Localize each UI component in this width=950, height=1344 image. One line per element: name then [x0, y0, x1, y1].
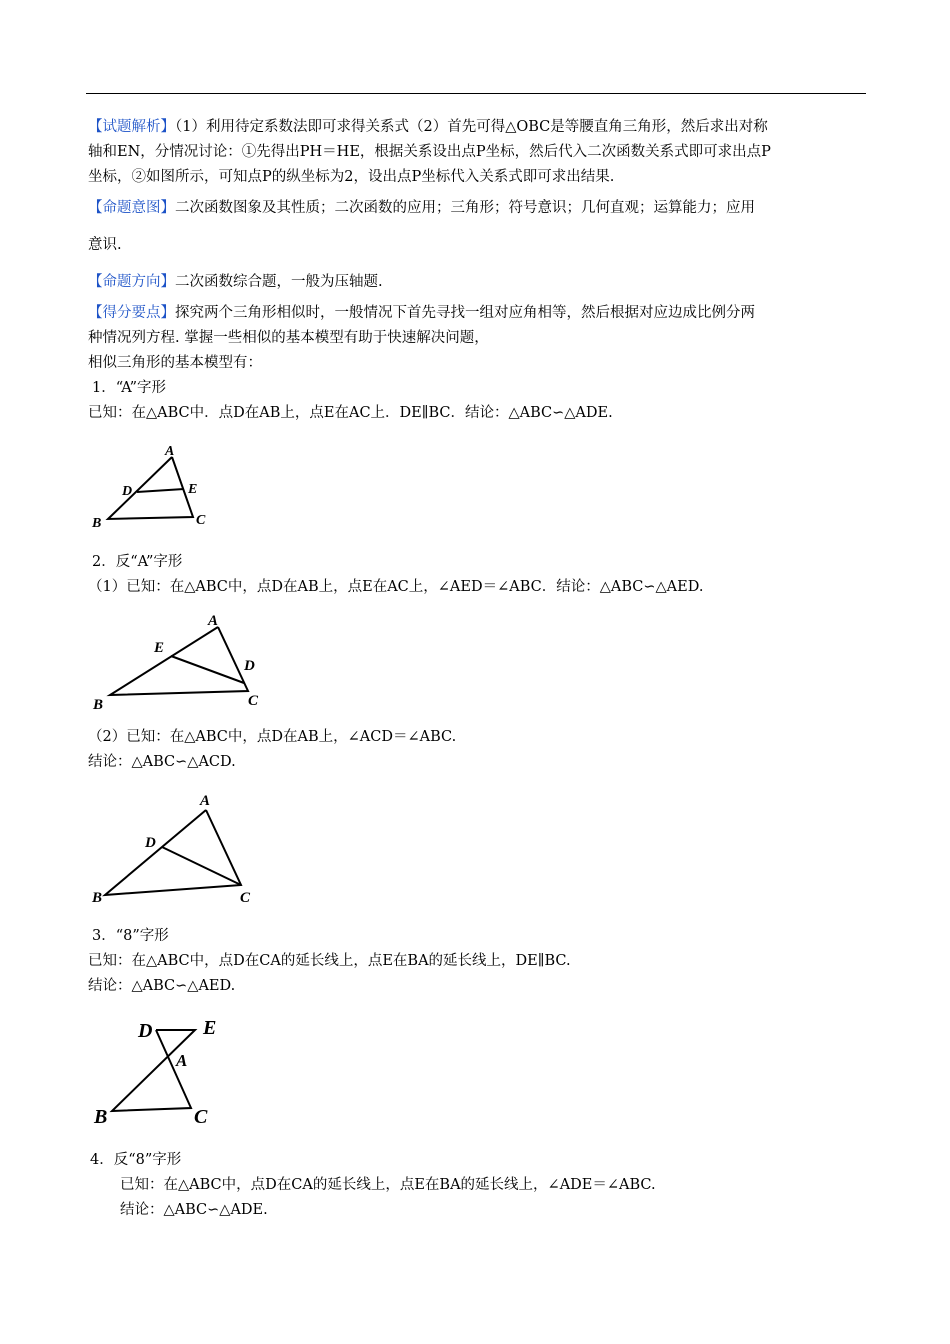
point-label-b: B [94, 1106, 108, 1128]
point-label-c: C [196, 513, 206, 528]
point-label-b: B [93, 697, 104, 713]
keypoints-line-1 [88, 304, 868, 322]
model-2-given-2: （2）已知：在△ABC中，点D在AB上，∠ACD＝∠ABC. [88, 729, 457, 745]
direction-line [88, 273, 868, 291]
intent-text-1: 二次函数图象及其性质；二次函数的应用；三角形；符号意识；几何直观；运算能力；应用 [175, 200, 755, 216]
model-4-title: 4．反“8”字形 [90, 1152, 182, 1168]
model-4-given: 已知：在△ABC中，点D在CA的延长线上，点E在BA的延长线上，∠ADE＝∠ABC. [120, 1177, 656, 1193]
point-label-a: A [208, 613, 219, 629]
intent-tag: 【命题意图】 [88, 200, 175, 216]
point-label-e: E [154, 640, 165, 656]
analysis-line-2: 轴和EN，分情况讨论：①先得出PH＝HE，根据关系设出点P坐标，然后代入二次函数关系式即可求出点P [88, 144, 771, 160]
header-rule [86, 93, 866, 94]
keypoints-line-3: 相似三角形的基本模型有： [88, 355, 262, 371]
keypoints-line-2: 种情况列方程. 掌握一些相似的基本模型有助于快速解决问题， [88, 330, 489, 346]
model-4-conclusion: 结论：△ABC∽△ADE. [120, 1202, 268, 1218]
figure-8-shape [80, 1010, 240, 1135]
figure-reverse-a-2 [80, 785, 280, 910]
intent-line-2: 意识. [88, 237, 122, 253]
point-label-d: D [244, 658, 255, 674]
point-label-b: B [92, 516, 102, 531]
point-label-a: A [176, 1051, 188, 1070]
direction-tag: 【命题方向】 [88, 274, 175, 290]
point-label-d: D [122, 484, 133, 499]
figure-reverse-a-1 [80, 605, 280, 715]
model-3-title: 3．“8”字形 [92, 928, 169, 944]
model-3-given: 已知：在△ABC中，点D在CA的延长线上，点E在BA的延长线上，DE∥BC. [88, 953, 571, 969]
point-label-c: C [248, 693, 259, 709]
analysis-text-1: （1）利用待定系数法即可求得关系式（2）首先可得△OBC是等腰直角三角形，然后求出对称 [175, 119, 768, 135]
point-label-e: E [188, 482, 198, 497]
model-3-conclusion: 结论：△ABC∽△AED. [88, 978, 236, 994]
model-1-title: 1．“A”字形 [92, 380, 167, 396]
model-2-given-1: （1）已知：在△ABC中，点D在AB上，点E在AC上，∠AED＝∠ABC．结论：△ABC∽△AED. [88, 579, 704, 595]
direction-text: 二次函数综合题，一般为压轴题. [175, 274, 383, 290]
analysis-line-3: 坐标，②如图所示，可知点P的纵坐标为2，设出点P坐标代入关系式即可求出结果. [88, 169, 615, 185]
point-label-c: C [194, 1106, 208, 1128]
point-label-b: B [92, 890, 103, 906]
figure-a-shape [80, 435, 230, 535]
intent-line-1 [88, 199, 868, 217]
model-2-conclusion-2: 结论：△ABC∽△ACD. [88, 754, 236, 770]
analysis-line-1 [88, 118, 868, 136]
keypoints-text-1: 探究两个三角形相似时，一般情况下首先寻找一组对应角相等，然后根据对应边成比例分两 [175, 305, 755, 321]
point-label-a: A [165, 444, 175, 459]
point-label-d: D [138, 1020, 153, 1042]
point-label-a: A [200, 793, 211, 809]
point-label-e: E [203, 1017, 217, 1039]
model-2-title: 2．反“A”字形 [92, 554, 183, 570]
point-label-c: C [240, 890, 251, 906]
point-label-d: D [145, 835, 156, 851]
model-1-given: 已知：在△ABC中．点D在AB上，点E在AC上．DE∥BC．结论：△ABC∽△ADE. [88, 405, 613, 421]
keypoints-tag: 【得分要点】 [88, 305, 175, 321]
analysis-tag: 【试题解析】 [88, 119, 175, 135]
